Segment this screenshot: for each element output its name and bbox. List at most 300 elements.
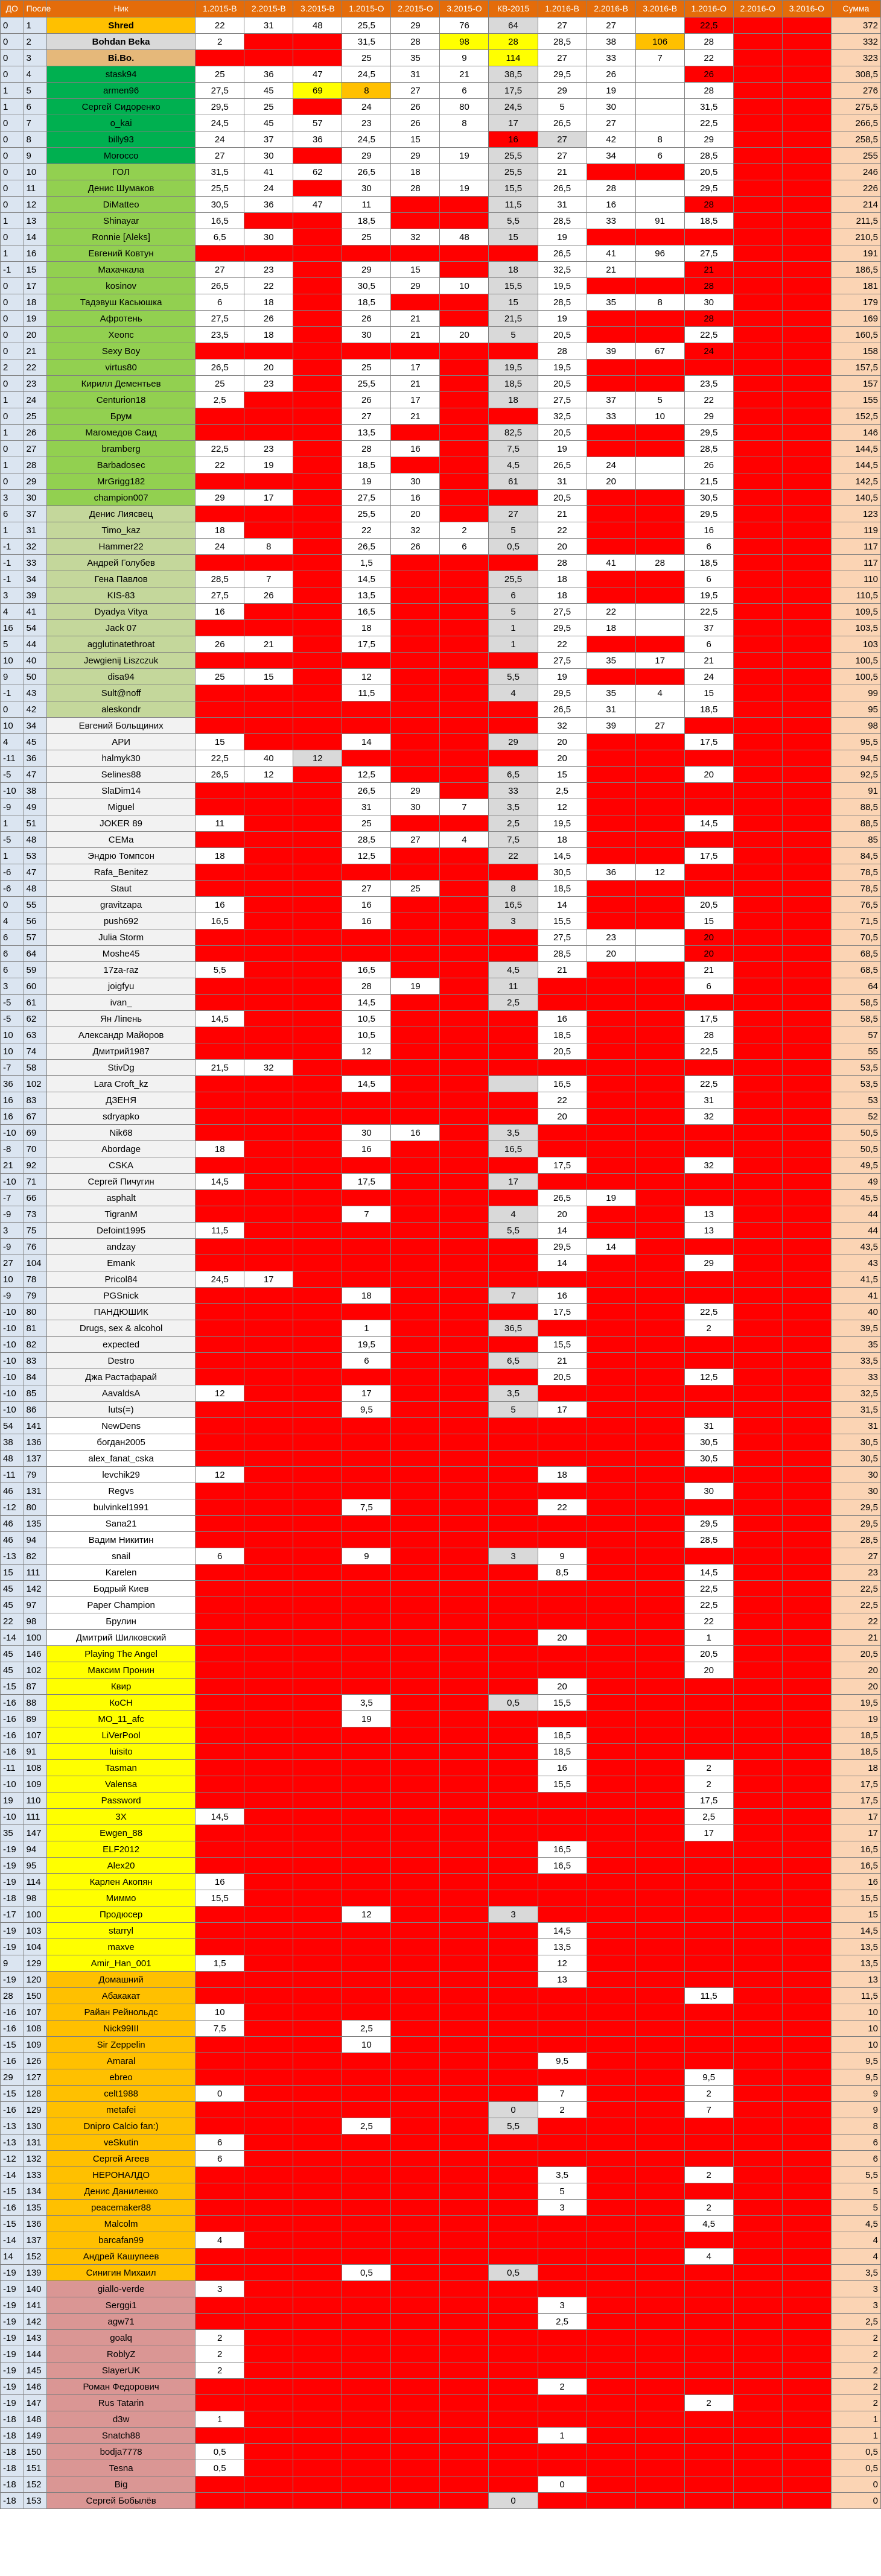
cell-score[interactable] <box>196 1304 244 1320</box>
cell-position-before[interactable]: -9 <box>1 1206 24 1223</box>
cell-sum[interactable]: 85 <box>831 832 880 848</box>
cell-score[interactable] <box>733 1223 782 1239</box>
cell-score[interactable] <box>440 685 489 701</box>
cell-score[interactable]: 14,5 <box>196 1011 244 1027</box>
cell-nick[interactable]: Julia Storm <box>47 929 196 946</box>
cell-score[interactable]: 14,5 <box>342 1076 391 1092</box>
cell-score[interactable] <box>293 2086 342 2102</box>
cell-score[interactable] <box>391 2476 440 2493</box>
cell-nick[interactable]: Денис Лиясвец <box>47 506 196 522</box>
cell-score[interactable] <box>587 1076 635 1092</box>
cell-score[interactable] <box>782 2183 831 2200</box>
cell-score[interactable] <box>587 815 635 832</box>
cell-nick[interactable]: Barbadosec <box>47 457 196 473</box>
cell-score[interactable]: 4 <box>489 685 538 701</box>
cell-score[interactable] <box>440 1516 489 1532</box>
cell-score[interactable]: 14,5 <box>684 815 733 832</box>
cell-score[interactable] <box>391 718 440 734</box>
cell-position-after[interactable]: 102 <box>24 1076 47 1092</box>
cell-score[interactable] <box>733 1385 782 1402</box>
cell-score[interactable] <box>782 653 831 669</box>
cell-sum[interactable]: 31,5 <box>831 1402 880 1418</box>
cell-score[interactable]: 2 <box>538 2379 587 2395</box>
cell-score[interactable] <box>782 376 831 392</box>
cell-score[interactable] <box>391 1239 440 1255</box>
cell-score[interactable] <box>391 2330 440 2346</box>
cell-score[interactable] <box>587 2248 635 2265</box>
cell-score[interactable] <box>733 1499 782 1516</box>
cell-score[interactable]: 18 <box>538 1467 587 1483</box>
cell-score[interactable] <box>587 2037 635 2053</box>
cell-score[interactable] <box>684 2037 733 2053</box>
cell-score[interactable] <box>244 2053 293 2069</box>
cell-nick[interactable]: Гена Павлов <box>47 571 196 587</box>
cell-score[interactable] <box>342 1532 391 1548</box>
cell-score[interactable] <box>489 1271 538 1288</box>
cell-nick[interactable]: Malcolm <box>47 2216 196 2232</box>
cell-position-after[interactable]: 11 <box>24 180 47 197</box>
cell-score[interactable] <box>635 881 684 897</box>
cell-score[interactable]: 21 <box>440 66 489 83</box>
cell-score[interactable] <box>342 2151 391 2167</box>
cell-score[interactable] <box>391 1955 440 1972</box>
cell-sum[interactable]: 169 <box>831 311 880 327</box>
cell-score[interactable]: 62 <box>293 164 342 180</box>
cell-score[interactable] <box>342 1874 391 1890</box>
cell-score[interactable] <box>733 1369 782 1385</box>
cell-score[interactable]: 25 <box>196 376 244 392</box>
cell-score[interactable] <box>782 2411 831 2428</box>
cell-score[interactable] <box>391 1434 440 1451</box>
cell-score[interactable] <box>342 2411 391 2428</box>
header-cell-2016-v1[interactable]: 1.2016-В <box>538 1 587 17</box>
cell-score[interactable] <box>587 441 635 457</box>
cell-score[interactable] <box>684 1467 733 1483</box>
cell-score[interactable] <box>391 1695 440 1711</box>
cell-score[interactable]: 17,5 <box>489 83 538 99</box>
cell-score[interactable]: 26,5 <box>342 539 391 555</box>
cell-score[interactable]: 2,5 <box>489 815 538 832</box>
cell-score[interactable] <box>587 1825 635 1841</box>
cell-score[interactable] <box>587 1011 635 1027</box>
cell-score[interactable] <box>684 1695 733 1711</box>
cell-score[interactable] <box>293 685 342 701</box>
cell-score[interactable] <box>635 767 684 783</box>
cell-score[interactable]: 15 <box>684 913 733 929</box>
cell-score[interactable] <box>440 701 489 718</box>
cell-position-after[interactable]: 142 <box>24 2314 47 2330</box>
cell-nick[interactable]: MO_11_afc <box>47 1711 196 1727</box>
cell-score[interactable] <box>342 653 391 669</box>
cell-score[interactable] <box>782 1760 831 1776</box>
cell-score[interactable] <box>440 636 489 653</box>
cell-position-before[interactable]: 6 <box>1 946 24 962</box>
cell-score[interactable] <box>538 2118 587 2135</box>
cell-score[interactable] <box>587 1565 635 1581</box>
cell-score[interactable]: 15 <box>489 294 538 311</box>
cell-score[interactable]: 30 <box>587 99 635 115</box>
cell-sum[interactable]: 18,5 <box>831 1727 880 1744</box>
cell-score[interactable]: 22 <box>196 17 244 34</box>
cell-score[interactable] <box>391 701 440 718</box>
cell-score[interactable]: 32 <box>684 1109 733 1125</box>
cell-score[interactable] <box>244 213 293 229</box>
cell-nick[interactable]: Drugs, sex & alcohol <box>47 1320 196 1337</box>
cell-nick[interactable]: Денис Шумаков <box>47 180 196 197</box>
cell-score[interactable] <box>293 408 342 425</box>
cell-score[interactable] <box>733 66 782 83</box>
cell-score[interactable] <box>293 1304 342 1320</box>
cell-score[interactable] <box>587 1776 635 1793</box>
cell-score[interactable] <box>342 2330 391 2346</box>
cell-nick[interactable]: CSKA <box>47 1157 196 1174</box>
cell-sum[interactable]: 84,5 <box>831 848 880 864</box>
cell-score[interactable] <box>782 164 831 180</box>
cell-score[interactable] <box>782 1711 831 1727</box>
cell-score[interactable] <box>538 2265 587 2281</box>
cell-nick[interactable]: maxve <box>47 1939 196 1955</box>
cell-score[interactable] <box>244 1890 293 1907</box>
cell-score[interactable] <box>244 1206 293 1223</box>
cell-score[interactable] <box>587 1874 635 1890</box>
cell-score[interactable]: 16,5 <box>538 1076 587 1092</box>
cell-position-before[interactable]: 0 <box>1 197 24 213</box>
header-cell-2016-v2[interactable]: 2.2016-В <box>587 1 635 17</box>
cell-score[interactable] <box>293 946 342 962</box>
cell-score[interactable] <box>587 1157 635 1174</box>
cell-score[interactable] <box>684 2021 733 2037</box>
header-cell-2015-v2[interactable]: 2.2015-В <box>244 1 293 17</box>
cell-score[interactable] <box>342 2102 391 2118</box>
cell-score[interactable] <box>733 213 782 229</box>
cell-score[interactable]: 18 <box>244 294 293 311</box>
cell-score[interactable]: 36 <box>244 197 293 213</box>
cell-score[interactable] <box>635 1092 684 1109</box>
cell-score[interactable] <box>244 1744 293 1760</box>
cell-score[interactable] <box>440 1402 489 1418</box>
cell-score[interactable]: 28,5 <box>684 148 733 164</box>
cell-score[interactable]: 12 <box>196 1467 244 1483</box>
cell-score[interactable] <box>244 343 293 359</box>
cell-score[interactable] <box>782 1890 831 1907</box>
cell-score[interactable]: 6 <box>684 978 733 995</box>
cell-score[interactable]: 22,5 <box>684 1304 733 1320</box>
cell-sum[interactable]: 372 <box>831 17 880 34</box>
cell-score[interactable] <box>293 1630 342 1646</box>
cell-score[interactable]: 16 <box>342 913 391 929</box>
cell-nick[interactable]: Вадим Никитин <box>47 1532 196 1548</box>
cell-sum[interactable]: 31 <box>831 1418 880 1434</box>
cell-score[interactable] <box>489 2297 538 2314</box>
cell-sum[interactable]: 30 <box>831 1467 880 1483</box>
cell-score[interactable] <box>538 1662 587 1679</box>
cell-position-before[interactable]: -19 <box>1 2330 24 2346</box>
cell-position-before[interactable]: -15 <box>1 2037 24 2053</box>
cell-score[interactable] <box>587 1385 635 1402</box>
cell-score[interactable] <box>782 2314 831 2330</box>
cell-nick[interactable]: Shred <box>47 17 196 34</box>
cell-score[interactable]: 10 <box>196 2004 244 2021</box>
cell-score[interactable] <box>635 1467 684 1483</box>
cell-sum[interactable]: 2 <box>831 2330 880 2346</box>
cell-score[interactable] <box>391 1858 440 1874</box>
cell-score[interactable] <box>782 229 831 245</box>
cell-score[interactable] <box>782 946 831 962</box>
cell-score[interactable] <box>293 1776 342 1793</box>
cell-score[interactable] <box>440 1157 489 1174</box>
cell-score[interactable] <box>733 1955 782 1972</box>
cell-score[interactable] <box>293 653 342 669</box>
cell-position-before[interactable]: 0 <box>1 343 24 359</box>
cell-score[interactable] <box>635 913 684 929</box>
cell-score[interactable]: 28,5 <box>342 832 391 848</box>
cell-score[interactable] <box>635 1874 684 1890</box>
cell-score[interactable]: 4 <box>440 832 489 848</box>
cell-score[interactable] <box>635 2037 684 2053</box>
cell-score[interactable] <box>782 1858 831 1874</box>
cell-score[interactable] <box>244 1760 293 1776</box>
cell-score[interactable] <box>733 685 782 701</box>
cell-score[interactable] <box>782 1206 831 1223</box>
cell-score[interactable] <box>587 425 635 441</box>
cell-sum[interactable]: 110 <box>831 571 880 587</box>
cell-score[interactable] <box>782 1304 831 1320</box>
cell-score[interactable] <box>587 978 635 995</box>
cell-score[interactable]: 6 <box>196 294 244 311</box>
cell-score[interactable] <box>684 1385 733 1402</box>
cell-score[interactable] <box>782 1613 831 1630</box>
cell-position-after[interactable]: 4 <box>24 66 47 83</box>
cell-score[interactable]: 32 <box>391 229 440 245</box>
cell-score[interactable] <box>196 555 244 571</box>
cell-score[interactable] <box>342 2395 391 2411</box>
cell-nick[interactable]: bramberg <box>47 441 196 457</box>
cell-position-after[interactable]: 146 <box>24 1646 47 1662</box>
cell-score[interactable]: 0 <box>489 2102 538 2118</box>
cell-score[interactable] <box>244 1157 293 1174</box>
cell-score[interactable] <box>342 2053 391 2069</box>
cell-score[interactable] <box>391 1630 440 1646</box>
cell-score[interactable] <box>293 1793 342 1809</box>
cell-score[interactable] <box>244 1679 293 1695</box>
cell-score[interactable]: 0,5 <box>196 2444 244 2460</box>
cell-score[interactable] <box>782 1972 831 1988</box>
cell-score[interactable] <box>733 490 782 506</box>
cell-score[interactable] <box>391 2281 440 2297</box>
cell-score[interactable] <box>538 2493 587 2509</box>
cell-score[interactable] <box>391 2069 440 2086</box>
cell-score[interactable] <box>782 2118 831 2135</box>
cell-score[interactable] <box>440 669 489 685</box>
cell-position-after[interactable]: 33 <box>24 555 47 571</box>
cell-score[interactable] <box>782 1988 831 2004</box>
cell-score[interactable]: 36 <box>293 131 342 148</box>
cell-score[interactable] <box>782 815 831 832</box>
cell-position-before[interactable]: -15 <box>1 2183 24 2200</box>
cell-score[interactable] <box>587 767 635 783</box>
cell-score[interactable]: 18 <box>391 164 440 180</box>
cell-score[interactable]: 12 <box>244 767 293 783</box>
cell-position-before[interactable]: 0 <box>1 148 24 164</box>
cell-score[interactable] <box>733 1418 782 1434</box>
cell-score[interactable] <box>440 946 489 962</box>
cell-score[interactable] <box>684 2265 733 2281</box>
cell-score[interactable] <box>342 1239 391 1255</box>
cell-score[interactable] <box>635 1255 684 1271</box>
cell-score[interactable] <box>293 359 342 376</box>
cell-score[interactable] <box>244 734 293 750</box>
cell-score[interactable]: 16 <box>587 197 635 213</box>
cell-score[interactable]: 17 <box>342 1385 391 1402</box>
cell-score[interactable] <box>293 718 342 734</box>
cell-score[interactable]: 12 <box>293 750 342 767</box>
cell-score[interactable] <box>587 2297 635 2314</box>
header-cell-2015-o1[interactable]: 1.2015-О <box>342 1 391 17</box>
cell-score[interactable] <box>196 2493 244 2509</box>
cell-score[interactable] <box>684 2476 733 2493</box>
cell-position-after[interactable]: 32 <box>24 539 47 555</box>
cell-sum[interactable]: 10 <box>831 2021 880 2037</box>
cell-score[interactable] <box>587 2314 635 2330</box>
cell-score[interactable] <box>293 1744 342 1760</box>
cell-sum[interactable]: 70,5 <box>831 929 880 946</box>
cell-position-after[interactable]: 129 <box>24 1955 47 1972</box>
cell-score[interactable] <box>293 490 342 506</box>
cell-score[interactable] <box>196 2118 244 2135</box>
cell-sum[interactable]: 22,5 <box>831 1581 880 1597</box>
cell-score[interactable] <box>440 2021 489 2037</box>
cell-score[interactable] <box>587 2346 635 2362</box>
cell-score[interactable]: 26,5 <box>538 115 587 131</box>
cell-score[interactable] <box>196 685 244 701</box>
cell-sum[interactable]: 19 <box>831 1711 880 1727</box>
header-cell-kv-2015[interactable]: КВ-2015 <box>489 1 538 17</box>
cell-score[interactable] <box>244 1434 293 1451</box>
cell-score[interactable] <box>733 2362 782 2379</box>
cell-score[interactable]: 6 <box>684 571 733 587</box>
cell-score[interactable] <box>293 392 342 408</box>
cell-position-after[interactable]: 132 <box>24 2151 47 2167</box>
cell-score[interactable] <box>733 1760 782 1776</box>
cell-score[interactable] <box>538 1125 587 1141</box>
cell-score[interactable] <box>342 2167 391 2183</box>
cell-score[interactable] <box>293 425 342 441</box>
cell-score[interactable] <box>733 1548 782 1565</box>
cell-sum[interactable]: 0 <box>831 2476 880 2493</box>
cell-sum[interactable]: 3 <box>831 2281 880 2297</box>
cell-score[interactable] <box>782 929 831 946</box>
cell-score[interactable]: 27,5 <box>538 604 587 620</box>
cell-score[interactable]: 12 <box>342 1043 391 1060</box>
cell-position-before[interactable]: -17 <box>1 1907 24 1923</box>
cell-position-after[interactable]: 82 <box>24 1337 47 1353</box>
cell-score[interactable] <box>782 1174 831 1190</box>
cell-score[interactable] <box>733 359 782 376</box>
cell-score[interactable]: 5,5 <box>196 962 244 978</box>
cell-score[interactable]: 6 <box>489 587 538 604</box>
cell-score[interactable] <box>293 1516 342 1532</box>
cell-score[interactable] <box>196 50 244 66</box>
cell-score[interactable] <box>342 1939 391 1955</box>
cell-position-before[interactable]: -19 <box>1 2379 24 2395</box>
cell-score[interactable] <box>733 1434 782 1451</box>
cell-score[interactable] <box>587 2493 635 2509</box>
cell-score[interactable] <box>440 783 489 799</box>
cell-score[interactable] <box>196 1646 244 1662</box>
cell-score[interactable] <box>587 2444 635 2460</box>
cell-score[interactable] <box>489 1972 538 1988</box>
cell-score[interactable] <box>342 1613 391 1630</box>
cell-score[interactable] <box>538 2411 587 2428</box>
cell-score[interactable] <box>733 767 782 783</box>
cell-score[interactable] <box>342 2183 391 2200</box>
cell-score[interactable] <box>196 2476 244 2493</box>
cell-nick[interactable]: alex_fanat_cska <box>47 1451 196 1467</box>
cell-score[interactable] <box>782 962 831 978</box>
cell-score[interactable] <box>489 1499 538 1516</box>
cell-score[interactable] <box>538 1060 587 1076</box>
cell-position-after[interactable]: 6 <box>24 99 47 115</box>
cell-score[interactable] <box>782 2004 831 2021</box>
cell-score[interactable] <box>587 2135 635 2151</box>
cell-score[interactable]: 21 <box>391 327 440 343</box>
cell-score[interactable]: 17 <box>635 653 684 669</box>
cell-score[interactable] <box>684 229 733 245</box>
cell-position-after[interactable]: 60 <box>24 978 47 995</box>
cell-score[interactable]: 22,5 <box>684 115 733 131</box>
cell-score[interactable] <box>440 2411 489 2428</box>
cell-score[interactable]: 1 <box>489 636 538 653</box>
cell-score[interactable] <box>244 962 293 978</box>
cell-score[interactable] <box>733 457 782 473</box>
cell-score[interactable]: 18,5 <box>538 1027 587 1043</box>
cell-score[interactable] <box>538 1597 587 1613</box>
cell-score[interactable] <box>440 571 489 587</box>
cell-score[interactable] <box>782 1581 831 1597</box>
cell-score[interactable] <box>489 2086 538 2102</box>
cell-score[interactable]: 28,5 <box>538 946 587 962</box>
cell-position-after[interactable]: 64 <box>24 946 47 962</box>
cell-score[interactable] <box>440 897 489 913</box>
cell-score[interactable] <box>244 1043 293 1060</box>
cell-score[interactable] <box>733 2248 782 2265</box>
cell-nick[interactable]: Сергей Сидоренко <box>47 99 196 115</box>
cell-score[interactable] <box>244 1793 293 1809</box>
cell-score[interactable]: 18,5 <box>684 555 733 571</box>
cell-score[interactable]: 17 <box>244 1271 293 1288</box>
cell-score[interactable] <box>635 2314 684 2330</box>
cell-score[interactable] <box>733 1174 782 1190</box>
cell-score[interactable] <box>391 2411 440 2428</box>
cell-score[interactable] <box>782 881 831 897</box>
cell-score[interactable]: 31,5 <box>342 34 391 50</box>
cell-score[interactable] <box>440 978 489 995</box>
cell-nick[interactable]: push692 <box>47 913 196 929</box>
cell-position-after[interactable]: 73 <box>24 1206 47 1223</box>
cell-score[interactable] <box>244 1597 293 1613</box>
cell-nick[interactable]: starryl <box>47 1923 196 1939</box>
cell-score[interactable]: 29 <box>342 262 391 278</box>
cell-score[interactable]: 15 <box>391 131 440 148</box>
cell-score[interactable]: 30,5 <box>196 197 244 213</box>
cell-score[interactable] <box>587 881 635 897</box>
cell-score[interactable] <box>440 1776 489 1793</box>
cell-score[interactable] <box>733 2330 782 2346</box>
cell-sum[interactable]: 14,5 <box>831 1923 880 1939</box>
cell-score[interactable] <box>587 1581 635 1597</box>
cell-score[interactable] <box>489 490 538 506</box>
cell-score[interactable] <box>587 359 635 376</box>
